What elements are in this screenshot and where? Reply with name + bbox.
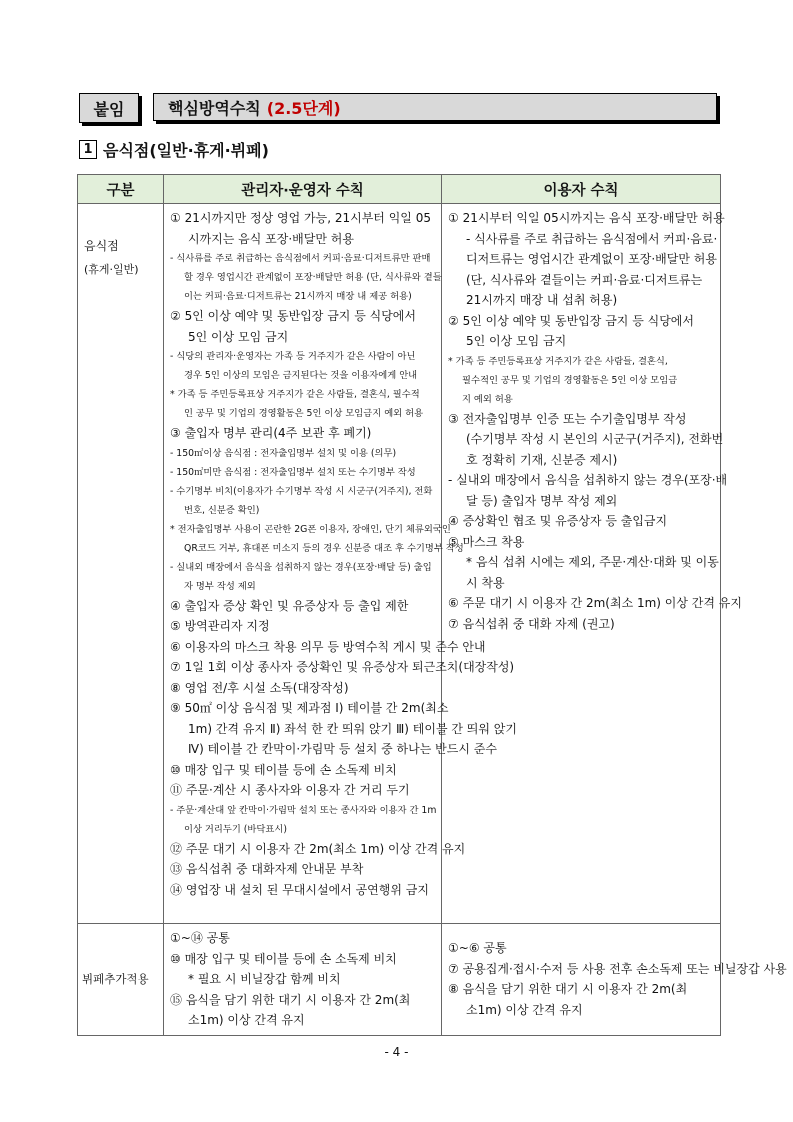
rule-line: ⑧ 음식을 담기 위한 대기 시 이용자 간 2m(최 [448,982,688,997]
rule-line: - 150㎡이상 음식점 : 전자출입명부 설치 및 이용 (의무) [170,447,397,459]
rule-line: 시 착용 [466,575,505,590]
rule-line: ① 21시까지만 정상 영업 가능, 21시부터 익일 05 [170,211,431,225]
rules-table [77,174,787,1036]
rule-line: ⑥ 주문 대기 시 이용자 간 2m(최소 1m) 이상 간격 유지 [448,596,742,610]
rule-line: 디저트류는 영업시간 관계없이 포장·배달만 허용 [466,252,717,266]
rule-line: ⑦ 공용집게·접시·수저 등 사용 전후 손소독제 또는 비닐장갑 사용 [448,961,787,976]
rule-line: ⑧ 영업 전/후 시설 소독(대장작성) [170,680,349,695]
rule-line: 번호, 신분증 확인) [184,504,260,516]
rule-line: - 150㎡미만 음식점 : 전자출입명부 설치 또는 수기명부 작성 [170,466,416,478]
title-level: (2.5단계) [266,98,341,118]
rule-line: ⑦ 음식섭취 중 대화 자제 (권고) [448,616,615,631]
rule-line: ① 21시부터 익일 05시까지는 음식 포장·배달만 허용 [448,211,725,225]
user-rules-cell [442,204,742,924]
buffet-category-cell: 뷔페추가적용 [78,924,164,1036]
rule-line: 자 명부 작성 제외 [184,580,256,592]
rule-line: ⑬ 음식섭취 중 대화자제 안내문 부착 [170,862,364,876]
rule-line: - 식사류를 주로 취급하는 음식점에서 커피·음료·디저트류만 판매 [170,253,431,264]
category-sub: (휴게·일반) [84,263,139,276]
rule-line: ④ 증상확인 협조 및 유증상자 등 출입금지 [448,514,668,528]
rule-line: 경우 5인 이상의 모임은 금지된다는 것을 이용자에게 안내 [184,370,418,381]
rule-line: 필수적인 공무 및 기업의 경영활동은 5인 이상 모임금 [462,374,678,386]
rule-line: - 수기명부 비치(이용자가 수기명부 작성 시 시군구(거주지), 전화 [170,485,433,497]
section-title: 음식점(일반·휴게·뷔페) [103,141,269,160]
rule-line: 5인 이상 모임 금지 [188,329,289,344]
rule-line: - 실내외 매장에서 음식을 섭취하지 않는 경우(포장·배달 등) 출입 [170,561,432,573]
rule-line: ⑪ 주문·계산 시 종사자와 이용자 간 거리 두기 [170,783,410,797]
rule-line: ⑦ 1일 1회 이상 종사자 증상확인 및 유증상자 퇴근조치(대장작성) [170,660,515,674]
page-title [153,93,717,121]
rule-line: ①~⑥ 공통 [448,941,507,956]
rule-line: - 실내외 매장에서 음식을 섭취하지 않는 경우(포장·배 [448,473,728,487]
rule-line: * 가족 등 주민등록표상 거주지가 같은 사람들, 결혼식, [448,355,668,367]
rule-line: 시까지는 음식 포장·배달만 허용 [188,231,354,246]
rule-line: 이는 커피·음료·디저트류는 21시까지 매장 내 제공 허용) [184,291,412,302]
rule-line: ⑮ 음식을 담기 위한 대기 시 이용자 간 2m(최 [170,992,411,1007]
rule-line: - 식사류를 주로 취급하는 음식점에서 커피·음료· [466,231,718,246]
rule-line: ⑩ 매장 입구 및 테이블 등에 손 소독제 비치 [170,951,397,966]
rule-line: 소1m) 이상 간격 유지 [188,1013,305,1027]
attachment-badge: 붙임 [79,93,139,123]
section-heading [79,138,269,161]
rule-line: 할 경우 영업시간 관계없이 포장·배달만 허용 (단, 식사류와 곁들 [184,272,442,283]
buffet-manager-cell [164,924,442,1036]
document-header [79,93,717,123]
table-header-row [78,175,721,204]
rule-line: 호 정확히 기재, 신분증 제시) [466,452,618,467]
rule-line: ② 5인 이상 예약 및 동반입장 금지 등 식당에서 [448,313,694,328]
rule-line: ①~⑭ 공통 [170,931,230,945]
rule-line: * 음식 섭취 시에는 제외, 주문·계산·대화 및 이동 [466,555,719,569]
rule-line: ⑨ 50㎡ 이상 음식점 및 제과점 Ⅰ) 테이블 간 2m(최소 [170,701,449,715]
buffet-user-cell [442,924,787,1036]
rule-line: ⑭ 영업장 내 설치 된 무대시설에서 공연행위 금지 [170,882,429,897]
rule-line: QR코드 거부, 휴대폰 미소지 등의 경우 신분증 대조 후 수기명부 작성 [184,542,464,554]
rule-line: (단, 식사류와 곁들이는 커피·음료·디저트류는 [466,272,703,287]
header-manager: 관리자·운영자 수칙 [164,175,442,204]
rule-line: ② 5인 이상 예약 및 동반입장 금지 등 식당에서 [170,309,416,323]
rule-line: ⑤ 마스크 착용 [448,534,525,549]
section-number: 1 [79,140,97,159]
rule-line: - 주문·계산대 앞 칸막이·가림막 설치 또는 종사자와 이용자 간 1m [170,804,437,816]
rule-line: ⑤ 방역관리자 지정 [170,619,270,633]
rule-line: ③ 전자출입명부 인증 또는 수기출입명부 작성 [448,411,687,426]
header-user: 이용자 수칙 [442,175,721,204]
rule-line: 1m) 간격 유지 Ⅱ) 좌석 한 칸 띄워 앉기 Ⅲ) 테이블 간 띄워 앉기 [188,721,517,736]
rule-line: * 필요 시 비닐장갑 함께 비치 [188,972,341,986]
table-row [78,204,721,924]
rule-line: 달 등) 출입자 명부 작성 제외 [466,493,618,508]
rule-line: 5인 이상 모임 금지 [466,334,567,348]
rule-line: - 식당의 관리자·운영자는 가족 등 거주지가 같은 사람이 아닌 [170,351,416,362]
rule-line: 지 예외 허용 [462,393,513,405]
rule-line: * 전자출입명부 사용이 곤란한 2G폰 이용자, 장애인, 단기 체류외국인 [170,523,451,535]
header-category: 구분 [78,175,164,204]
category-cell [78,204,164,924]
rule-line: (수기명부 작성 시 본인의 시군구(거주지), 전화번 [466,432,724,446]
title-text: 핵심방역수칙 [168,98,261,118]
category-name: 음식점 [84,239,119,253]
page-number: - 4 - [384,1045,409,1059]
table-row [78,924,721,1036]
rule-line: ③ 출입자 명부 관리(4주 보관 후 폐기) [170,426,372,440]
rule-line: 소1m) 이상 간격 유지 [466,1002,583,1017]
rule-line: 이상 거리두기 (바닥표시) [184,823,287,835]
rule-line: Ⅳ) 테이블 간 칸막이·가림막 등 설치 중 하나는 반드시 준수 [188,742,497,756]
rule-line: 21시까지 매장 내 섭취 허용) [466,293,618,307]
rule-line: ⑥ 이용자의 마스크 착용 의무 등 방역수칙 게시 및 준수 안내 [170,639,486,654]
rule-line: 인 공무 및 기업의 경영활동은 5인 이상 모임금지 예외 허용 [184,408,424,419]
rule-line: ⑫ 주문 대기 시 이용자 간 2m(최소 1m) 이상 간격 유지 [170,841,466,856]
rule-line: * 가족 등 주민등록표상 거주지가 같은 사람들, 결혼식, 필수적 [170,389,420,400]
rule-line: ⑩ 매장 입구 및 테이블 등에 손 소독제 비치 [170,762,397,777]
rule-line: ④ 출입자 증상 확인 및 유증상자 등 출입 제한 [170,598,409,613]
